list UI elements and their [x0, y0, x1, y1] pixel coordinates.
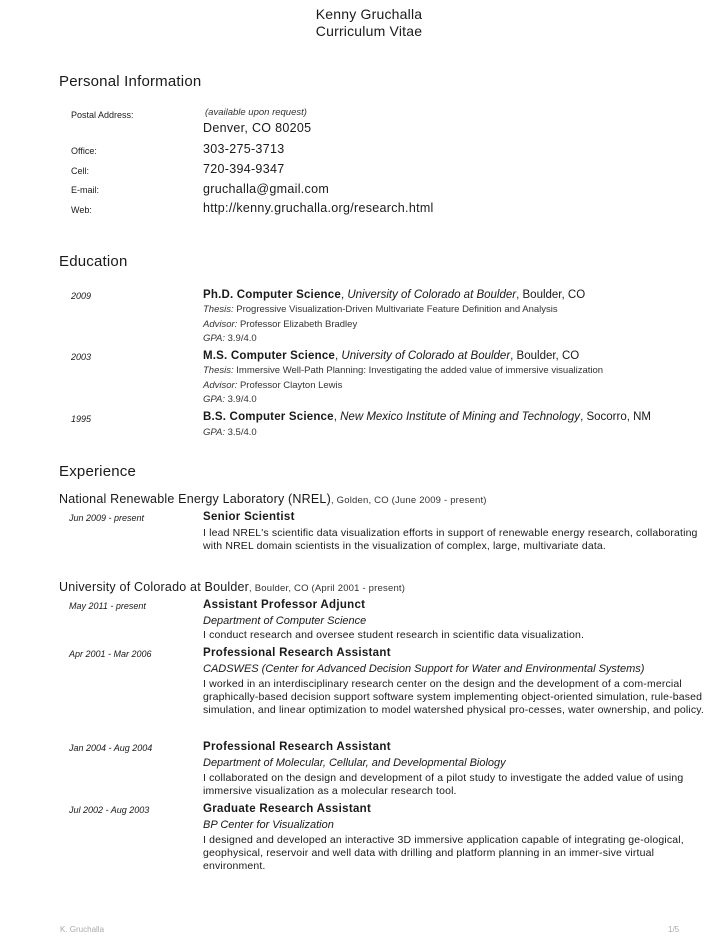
phd-advisor: Advisor: Professor Elizabeth Bradley: [203, 319, 358, 330]
job-date: May 2011 - present: [69, 601, 146, 611]
ms-advisor: Advisor: Professor Clayton Lewis: [203, 380, 343, 391]
ms-year: 2003: [71, 352, 92, 362]
phd-thesis: Thesis: Progressive Visualization-Driven Multivariate Feature Definition and Analysis: [203, 304, 558, 315]
postal-note: (available upon request): [205, 107, 307, 118]
job-date: Apr 2001 - Mar 2006: [69, 649, 152, 659]
job-role: Graduate Research Assistant: [203, 803, 372, 815]
cv-subtitle: Curriculum Vitae: [315, 23, 423, 39]
nrel-role: Senior Scientist: [203, 511, 295, 523]
org-cu-boulder: University of Colorado at Boulder, Boulder, CO (April 2001 - present): [59, 580, 406, 594]
postal-label: Postal Address:: [71, 110, 134, 120]
job-dept: BP Center for Visualization: [203, 819, 334, 831]
office-value: 303-275-3713: [203, 142, 285, 156]
phd-gpa: GPA: 3.9/4.0: [203, 333, 257, 344]
job-desc: I designed and developed an interactive 3D immersive application capable of integrating ge-ological, geophysical, reservoir and well data with drilling and platform planning in an immer-sive virtual environment.: [203, 834, 684, 872]
job-date: Jul 2002 - Aug 2003: [69, 805, 150, 815]
postal-value: Denver, CO 80205: [203, 121, 312, 135]
personal-heading: Personal Information: [59, 73, 202, 90]
email-value[interactable]: gruchalla@gmail.com: [203, 182, 330, 196]
job-desc: I collaborated on the design and development of a pilot study to investigate the added value of using immersive visualization as a molecular research tool.: [203, 772, 684, 797]
phd-year: 2009: [71, 291, 92, 301]
web-label: Web:: [71, 205, 92, 215]
org-nrel: National Renewable Energy Laboratory (NREL), Golden, CO (June 2009 - present): [59, 492, 487, 506]
job-dept: CADSWES (Center for Advanced Decision Support for Water and Environmental Systems): [203, 663, 645, 675]
ms-gpa: GPA: 3.9/4.0: [203, 394, 257, 405]
cv-name: Kenny Gruchalla: [315, 6, 423, 22]
bs-gpa: GPA: 3.5/4.0: [203, 427, 257, 438]
nrel-desc: I lead NREL's scientific data visualization efforts in support of renewable energy research, collaborating with NREL domain scientists in the visualization of complex, large, multivariate data.: [203, 527, 698, 552]
email-label: E-mail:: [71, 185, 100, 195]
experience-heading: Experience: [59, 463, 137, 480]
footer-page: 1/5: [668, 925, 680, 934]
job-desc: I conduct research and oversee student research in scientific data visualization.: [203, 629, 585, 641]
education-heading: Education: [59, 253, 128, 270]
job-dept: Department of Molecular, Cellular, and Developmental Biology: [203, 757, 506, 769]
ms-degree: M.S. Computer Science, University of Colorado at Boulder, Boulder, CO: [203, 350, 580, 362]
bs-degree: B.S. Computer Science, New Mexico Institute of Mining and Technology, Socorro, NM: [203, 411, 651, 423]
bs-year: 1995: [71, 414, 92, 424]
job-desc: I worked in an interdisciplinary research center on the design and the development of a com-mercial graphically-based decision support software system implementing object-oriented simulation, rule-based simulation, and linear optimization to model watershed physical pro-cesses, water ownership, and policy.: [203, 678, 704, 716]
cell-label: Cell:: [71, 166, 90, 176]
cell-value: 720-394-9347: [203, 162, 285, 176]
job-role: Assistant Professor Adjunct: [203, 599, 366, 611]
job-role: Professional Research Assistant: [203, 647, 391, 659]
job-dept: Department of Computer Science: [203, 615, 367, 627]
job-date: Jan 2004 - Aug 2004: [69, 743, 153, 753]
nrel-date: Jun 2009 - present: [69, 513, 145, 523]
job-role: Professional Research Assistant: [203, 741, 391, 753]
web-link[interactable]: http://kenny.gruchalla.org/research.html: [203, 201, 434, 215]
phd-degree: Ph.D. Computer Science, University of Colorado at Boulder, Boulder, CO: [203, 289, 586, 301]
office-label: Office:: [71, 146, 97, 156]
ms-thesis: Thesis: Immersive Well-Path Planning: Investigating the added value of immersive visualization: [203, 365, 604, 376]
footer-author: K. Gruchalla: [60, 925, 105, 934]
